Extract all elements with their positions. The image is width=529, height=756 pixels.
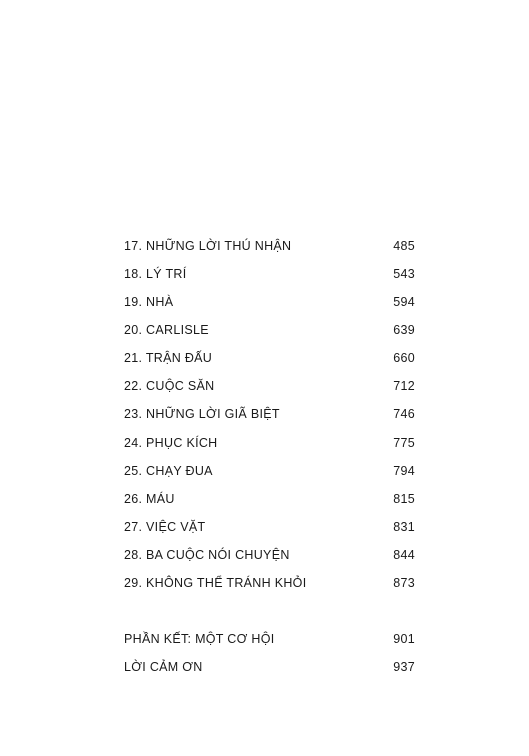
toc-entry-page: 660 (393, 351, 415, 365)
toc-entry-title: 21. TRẬN ĐẤU (124, 351, 213, 365)
toc-entry-title: 18. LÝ TRÍ (124, 267, 187, 281)
toc-entry-page: 873 (393, 576, 415, 590)
toc-entry-title: 19. NHÀ (124, 295, 174, 309)
toc-entry-title: 29. KHÔNG THỂ TRÁNH KHỎI (124, 576, 307, 590)
toc-entry-page: 794 (393, 464, 415, 478)
toc-entry-28 (124, 545, 415, 565)
toc-entry-page: 594 (393, 295, 415, 309)
toc-entry-page: 901 (393, 632, 415, 646)
toc-entry-19 (124, 292, 415, 312)
toc-entry-17 (124, 236, 415, 256)
toc-entry-page: 639 (393, 323, 415, 337)
toc-entry-title: 27. VIỆC VẶT (124, 520, 206, 534)
toc-entry-22 (124, 376, 415, 396)
toc-entry-page: 831 (393, 520, 415, 534)
toc-entry-page: 844 (393, 548, 415, 562)
toc-entry-page: 746 (393, 407, 415, 421)
toc-entry-title: 22. CUỘC SĂN (124, 379, 215, 393)
toc-entry-page: 712 (393, 379, 415, 393)
toc-entry-page: 815 (393, 492, 415, 506)
toc-entry-24 (124, 433, 415, 453)
toc-entry-title: 20. CARLISLE (124, 323, 209, 337)
toc-entry-20 (124, 320, 415, 340)
toc-entry-25 (124, 461, 415, 481)
toc-entry-acknowledgements (124, 657, 415, 677)
toc-entry-page: 937 (393, 660, 415, 674)
toc-entry-title: LỜI CẢM ƠN (124, 660, 203, 674)
toc-entry-26 (124, 489, 415, 509)
toc-entry-title: 26. MÁU (124, 492, 175, 506)
toc-entry-23 (124, 404, 415, 424)
toc-entry-epilogue (124, 629, 415, 649)
toc-entry-29 (124, 573, 415, 593)
toc-entry-27 (124, 517, 415, 537)
toc-entry-page: 485 (393, 239, 415, 253)
toc-entry-title: 25. CHẠY ĐUA (124, 464, 213, 478)
toc-entry-21 (124, 348, 415, 368)
toc-entry-title: 23. NHỮNG LỜI GIÃ BIỆT (124, 407, 280, 421)
toc-entry-page: 775 (393, 436, 415, 450)
toc-entry-page: 543 (393, 267, 415, 281)
toc-entry-title: 28. BA CUỘC NÓI CHUYỆN (124, 548, 290, 562)
toc-entry-title: PHẦN KẾT: MỘT CƠ HỘI (124, 632, 275, 646)
toc-entry-18 (124, 264, 415, 284)
toc-entry-title: 24. PHỤC KÍCH (124, 436, 218, 450)
toc-entry-title: 17. NHỮNG LỜI THÚ NHẬN (124, 239, 292, 253)
